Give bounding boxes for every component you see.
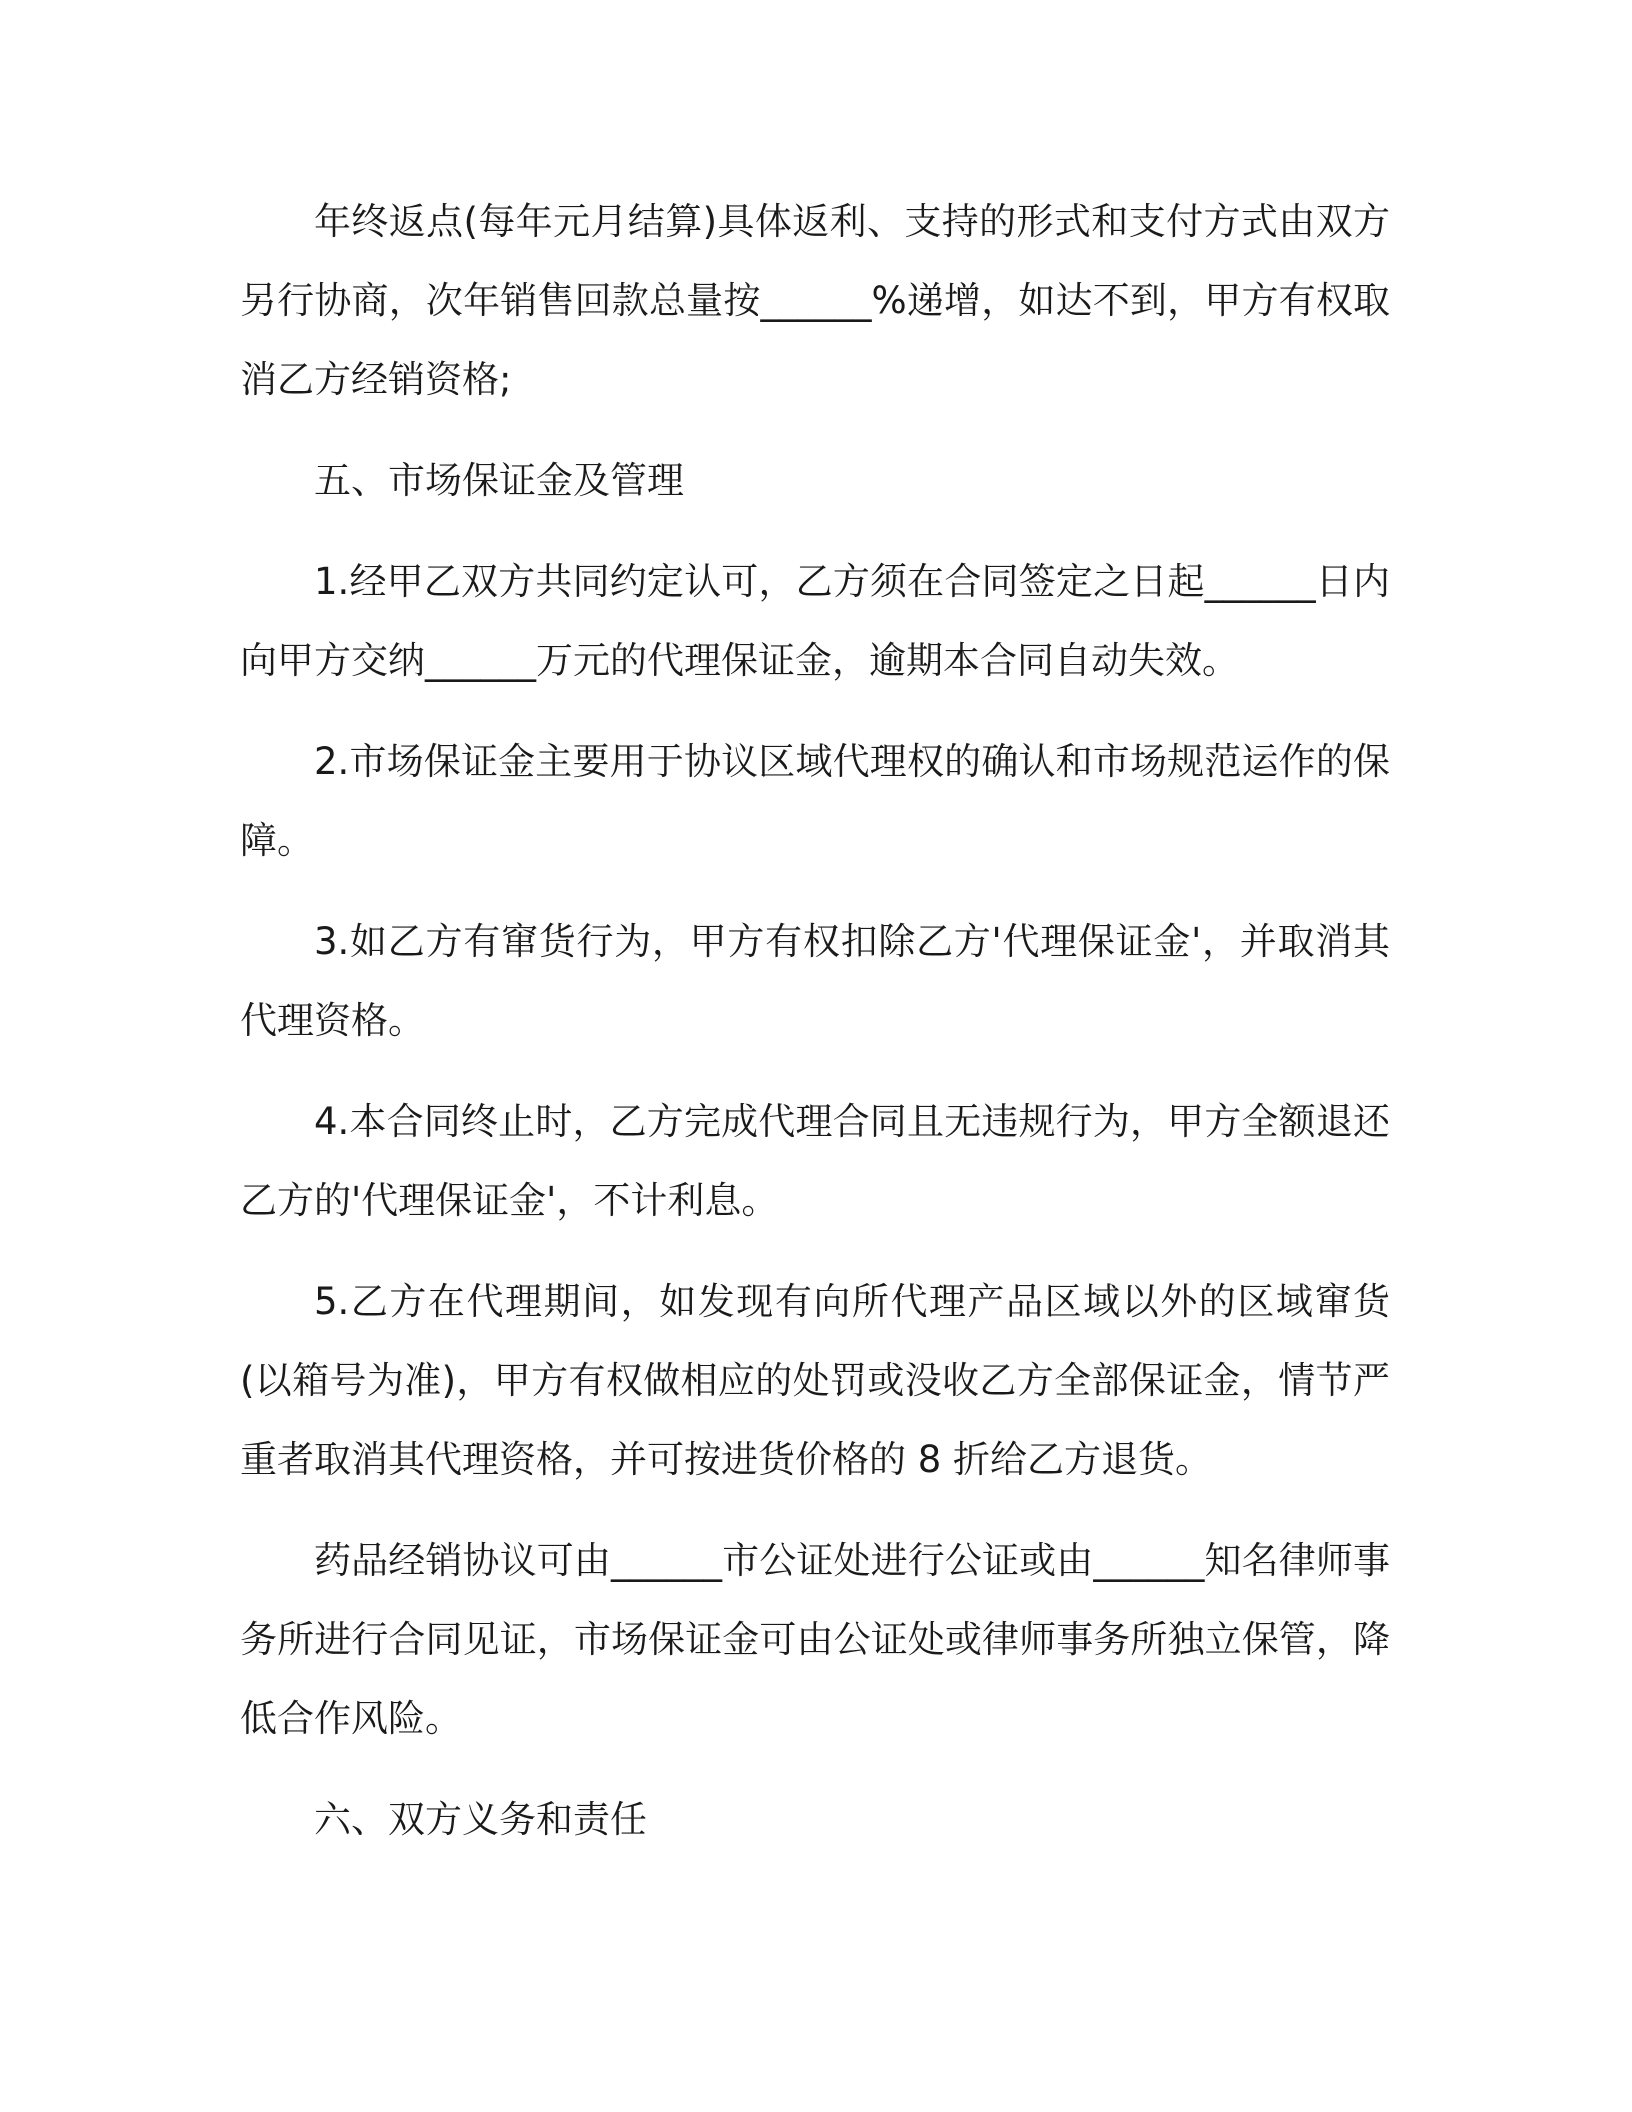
clause-1-deposit-payment: 1.经甲乙双方共同约定认可，乙方须在合同签定之日起______日内向甲方交纳______万元的代理保证金，逾期本合同自动失效。 bbox=[240, 560, 1390, 682]
clause-3-cross-selling: 3.如乙方有窜货行为，甲方有权扣除乙方'代理保证金'，并取消其代理资格。 bbox=[240, 920, 1390, 1042]
section-heading-obligations: 六、双方义务和责任 bbox=[314, 1798, 647, 1841]
clause-5-penalty: 5.乙方在代理期间，如发现有向所代理产品区域以外的区域窜货(以箱号为准)，甲方有权做相应的处罚或没收乙方全部保证金，情节严重者取消其代理资格，并可按进货价格的 8 折给乙方退货。 bbox=[240, 1280, 1390, 1481]
paragraph-rebate-terms: 年终返点(每年元月结算)具体返利、支持的形式和支付方式由双方另行协商，次年销售回款总量按______%递增，如达不到，甲方有权取消乙方经销资格; bbox=[240, 200, 1390, 401]
clause-2-deposit-purpose: 2.市场保证金主要用于协议区域代理权的确认和市场规范运作的保障。 bbox=[240, 740, 1390, 862]
clause-4-deposit-refund: 4.本合同终止时，乙方完成代理合同且无违规行为，甲方全额退还乙方的'代理保证金'，不计利息。 bbox=[240, 1100, 1390, 1222]
paragraph-notarization: 药品经销协议可由______市公证处进行公证或由______知名律师事务所进行合同见证，市场保证金可由公证处或律师事务所独立保管，降低合作风险。 bbox=[240, 1539, 1390, 1740]
section-heading-deposit: 五、市场保证金及管理 bbox=[314, 459, 684, 502]
document-body bbox=[240, 182, 1390, 1881]
